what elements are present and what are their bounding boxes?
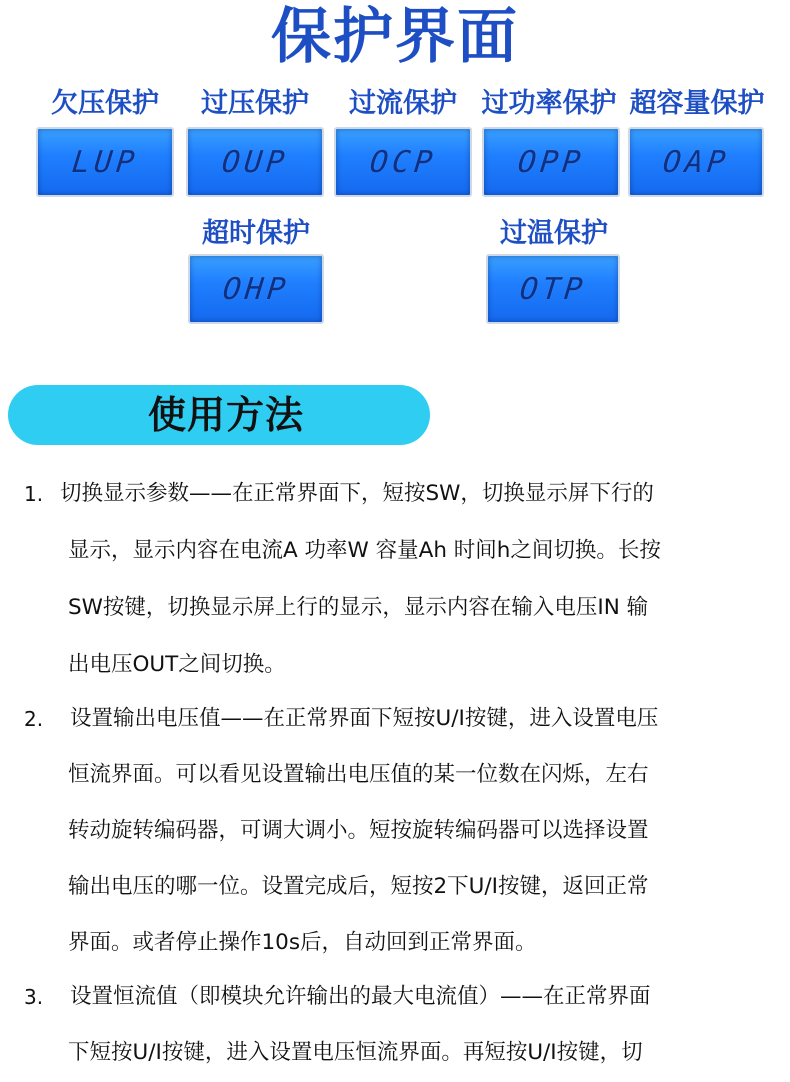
lcd-code: OCP (368, 144, 438, 180)
step-3 (0, 968, 790, 1068)
protection-label-timeout: 超时保护 (202, 218, 310, 249)
step-text-line: 恒流界面。可以看见设置输出电压值的某一位数在闪烁，左右 (68, 762, 649, 787)
lcd-display-overpower (482, 127, 620, 197)
lcd-code: OHP (221, 271, 291, 307)
step-number: 1. (24, 482, 44, 506)
step-text-line: 设置恒流值（即模块允许输出的最大电流值）——在正常界面 (70, 984, 651, 1009)
lcd-display-undervoltage (36, 127, 174, 197)
lcd-code: LUP (70, 144, 140, 180)
step-text-line: 下短按U/I按键，进入设置电压恒流界面。再短按U/I按键，切 (68, 1040, 643, 1065)
lcd-display-timeout (188, 254, 324, 324)
step-text-line: 设置输出电压值——在正常界面下短按U/I按键，进入设置电压 (70, 706, 659, 731)
step-text-line: SW按键，切换显示屏上行的显示，显示内容在输入电压IN 输 (68, 595, 649, 620)
protection-label-overpower: 过功率保护 (481, 88, 617, 119)
step-text-line: 界面。或者停止操作10s后，自动回到正常界面。 (68, 930, 537, 955)
protection-label-overtemperature: 过温保护 (500, 218, 608, 249)
lcd-code: OPP (516, 144, 586, 180)
step-text-line: 切换显示参数——在正常界面下，短按SW，切换显示屏下行的 (60, 481, 654, 506)
step-number: 3. (24, 985, 44, 1009)
lcd-code: OAP (661, 144, 731, 180)
step-text-line: 出电压OUT之间切换。 (68, 652, 286, 677)
lcd-display-overtemperature (486, 254, 620, 324)
protection-label-overcapacity: 超容量保护 (629, 88, 765, 119)
lcd-code: OUP (220, 144, 290, 180)
lcd-display-overcapacity (628, 127, 764, 197)
protection-label-undervoltage: 欠压保护 (51, 88, 159, 119)
section-title: 使用方法 (148, 393, 305, 437)
page-title: 保护界面 (271, 2, 519, 72)
step-text-line: 输出电压的哪一位。设置完成后，短按2下U/I按键，返回正常 (68, 874, 649, 899)
step-text-line: 转动旋转编码器，可调大调小。短按旋转编码器可以选择设置 (68, 818, 649, 843)
protection-label-overvoltage: 过压保护 (201, 88, 309, 119)
step-number: 2. (24, 707, 44, 731)
lcd-display-overvoltage (186, 127, 324, 197)
lcd-code: OTP (518, 271, 588, 307)
step-1 (0, 465, 790, 697)
protection-label-overcurrent: 过流保护 (349, 88, 457, 119)
section-header (8, 385, 430, 445)
step-text-line: 显示，显示内容在电流A 功率W 容量Ah 时间h之间切换。长按 (68, 538, 661, 563)
step-2 (0, 690, 790, 980)
lcd-display-overcurrent (334, 127, 472, 197)
